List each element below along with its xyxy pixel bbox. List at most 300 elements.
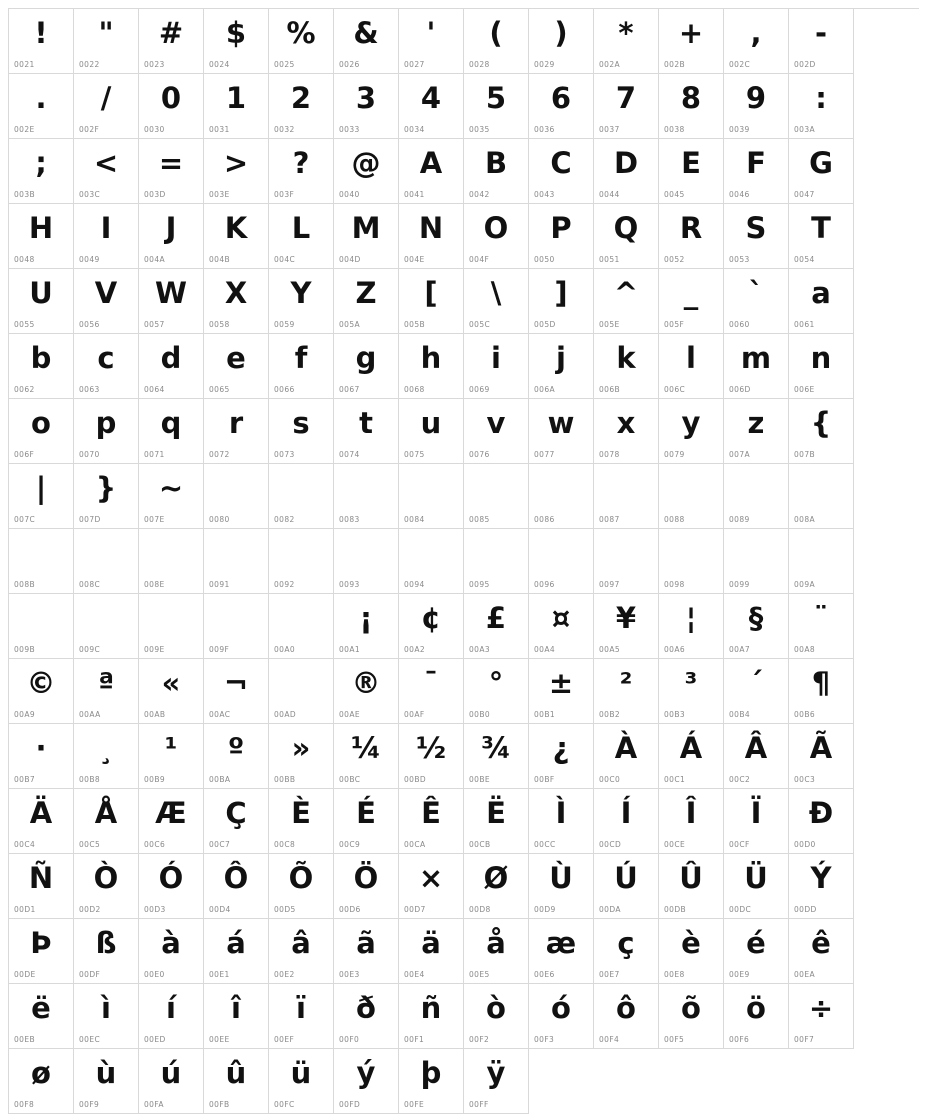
glyph-cell[interactable] bbox=[594, 74, 659, 139]
glyph-cell[interactable] bbox=[399, 984, 464, 1049]
glyph-cell[interactable] bbox=[269, 1049, 334, 1114]
glyph-character: ? bbox=[292, 146, 310, 180]
glyph-cell[interactable] bbox=[529, 204, 594, 269]
glyph-cell[interactable] bbox=[9, 724, 74, 789]
glyph-cell[interactable] bbox=[9, 1049, 74, 1114]
glyph-cell[interactable] bbox=[594, 399, 659, 464]
glyph-cell[interactable] bbox=[724, 919, 789, 984]
glyph-cell[interactable] bbox=[204, 139, 269, 204]
glyph-cell[interactable] bbox=[139, 399, 204, 464]
glyph-cell[interactable] bbox=[724, 659, 789, 724]
glyph-character: Ç bbox=[225, 796, 247, 830]
glyph-cell[interactable] bbox=[529, 789, 594, 854]
glyph-cell[interactable] bbox=[594, 984, 659, 1049]
glyph-cell[interactable] bbox=[9, 984, 74, 1049]
glyph-codepoint: 005C bbox=[469, 320, 491, 329]
glyph-cell[interactable] bbox=[594, 919, 659, 984]
glyph-cell[interactable] bbox=[204, 854, 269, 919]
glyph-cell[interactable] bbox=[529, 334, 594, 399]
glyph-cell[interactable] bbox=[334, 659, 399, 724]
glyph-cell[interactable] bbox=[789, 659, 854, 724]
glyph-character: | bbox=[35, 471, 47, 505]
glyph-codepoint: 00C8 bbox=[274, 840, 296, 849]
glyph-cell[interactable] bbox=[789, 854, 854, 919]
glyph-cell[interactable] bbox=[334, 594, 399, 659]
glyph-cell[interactable] bbox=[139, 854, 204, 919]
glyph-character bbox=[9, 531, 73, 575]
glyph-cell[interactable] bbox=[269, 659, 334, 724]
glyph-cell[interactable] bbox=[269, 594, 334, 659]
glyph-cell[interactable] bbox=[529, 984, 594, 1049]
glyph-cell[interactable] bbox=[269, 9, 334, 74]
glyph-cell[interactable] bbox=[74, 529, 139, 594]
glyph-codepoint: 00F9 bbox=[79, 1100, 100, 1109]
glyph-cell[interactable] bbox=[139, 659, 204, 724]
glyph-cell[interactable] bbox=[789, 269, 854, 334]
glyph-cell[interactable] bbox=[204, 984, 269, 1049]
glyph-character: & bbox=[353, 16, 379, 50]
glyph-cell[interactable] bbox=[724, 74, 789, 139]
glyph-cell[interactable] bbox=[139, 204, 204, 269]
glyph-codepoint: 0045 bbox=[664, 190, 685, 199]
glyph-cell[interactable] bbox=[594, 529, 659, 594]
glyph-cell[interactable] bbox=[9, 269, 74, 334]
glyph-cell[interactable] bbox=[399, 659, 464, 724]
glyph-cell[interactable] bbox=[399, 9, 464, 74]
glyph-codepoint: 00B3 bbox=[664, 710, 686, 719]
glyph-character: x bbox=[616, 406, 636, 440]
glyph-cell[interactable] bbox=[594, 9, 659, 74]
glyph-cell[interactable] bbox=[789, 204, 854, 269]
glyph-codepoint: 00E6 bbox=[534, 970, 555, 979]
glyph-cell[interactable] bbox=[659, 789, 724, 854]
glyph-cell[interactable] bbox=[269, 919, 334, 984]
glyph-codepoint: 0048 bbox=[14, 255, 35, 264]
glyph-codepoint: 0039 bbox=[729, 125, 750, 134]
glyph-codepoint: 005A bbox=[339, 320, 361, 329]
glyph-codepoint: 0097 bbox=[599, 580, 620, 589]
glyph-cell[interactable] bbox=[464, 724, 529, 789]
glyph-character: H bbox=[28, 211, 54, 245]
glyph-cell[interactable] bbox=[74, 334, 139, 399]
glyph-cell[interactable] bbox=[789, 919, 854, 984]
glyph-cell[interactable] bbox=[724, 399, 789, 464]
glyph-cell[interactable] bbox=[659, 139, 724, 204]
glyph-codepoint: 00B8 bbox=[79, 775, 101, 784]
glyph-character bbox=[334, 531, 398, 575]
glyph-cell[interactable] bbox=[334, 399, 399, 464]
glyph-cell[interactable] bbox=[9, 854, 74, 919]
glyph-cell[interactable] bbox=[399, 74, 464, 139]
glyph-cell[interactable] bbox=[594, 659, 659, 724]
glyph-cell[interactable] bbox=[269, 529, 334, 594]
glyph-cell[interactable] bbox=[529, 74, 594, 139]
glyph-cell[interactable] bbox=[594, 789, 659, 854]
glyph-character bbox=[659, 466, 723, 510]
glyph-cell[interactable] bbox=[139, 919, 204, 984]
glyph-cell[interactable] bbox=[204, 919, 269, 984]
glyph-cell[interactable] bbox=[139, 529, 204, 594]
glyph-cell[interactable] bbox=[659, 9, 724, 74]
glyph-cell[interactable] bbox=[399, 464, 464, 529]
glyph-cell[interactable] bbox=[399, 269, 464, 334]
glyph-cell[interactable] bbox=[789, 984, 854, 1049]
glyph-cell[interactable] bbox=[659, 919, 724, 984]
glyph-cell[interactable] bbox=[724, 594, 789, 659]
glyph-codepoint: 0024 bbox=[209, 60, 230, 69]
glyph-codepoint: 00ED bbox=[144, 1035, 166, 1044]
glyph-cell[interactable] bbox=[399, 1049, 464, 1114]
glyph-cell[interactable] bbox=[659, 724, 724, 789]
glyph-cell[interactable] bbox=[74, 464, 139, 529]
glyph-cell[interactable] bbox=[399, 334, 464, 399]
glyph-cell[interactable] bbox=[789, 464, 854, 529]
glyph-character: I bbox=[100, 211, 112, 245]
glyph-character: B bbox=[484, 146, 508, 180]
glyph-cell[interactable] bbox=[464, 9, 529, 74]
glyph-character: Ú bbox=[614, 861, 638, 895]
glyph-cell[interactable] bbox=[74, 1049, 139, 1114]
glyph-cell[interactable] bbox=[529, 139, 594, 204]
glyph-cell[interactable] bbox=[74, 204, 139, 269]
glyph-codepoint: 00BA bbox=[209, 775, 231, 784]
glyph-character: Ä bbox=[29, 796, 53, 830]
glyph-cell[interactable] bbox=[659, 659, 724, 724]
glyph-cell[interactable] bbox=[9, 659, 74, 724]
glyph-character: ö bbox=[746, 991, 766, 1025]
glyph-cell[interactable] bbox=[74, 9, 139, 74]
glyph-character: / bbox=[100, 81, 112, 115]
glyph-cell[interactable] bbox=[204, 399, 269, 464]
glyph-cell[interactable] bbox=[659, 399, 724, 464]
glyph-cell[interactable] bbox=[204, 789, 269, 854]
glyph-cell[interactable] bbox=[724, 139, 789, 204]
glyph-cell[interactable] bbox=[659, 854, 724, 919]
glyph-cell[interactable] bbox=[9, 139, 74, 204]
glyph-cell[interactable] bbox=[724, 529, 789, 594]
glyph-cell[interactable] bbox=[74, 659, 139, 724]
glyph-cell[interactable] bbox=[529, 269, 594, 334]
glyph-cell[interactable] bbox=[594, 269, 659, 334]
glyph-character: Í bbox=[620, 796, 632, 830]
glyph-cell[interactable] bbox=[334, 854, 399, 919]
glyph-cell[interactable] bbox=[139, 269, 204, 334]
glyph-cell[interactable] bbox=[204, 204, 269, 269]
glyph-character: ¥ bbox=[615, 601, 637, 635]
glyph-cell[interactable] bbox=[464, 919, 529, 984]
glyph-cell[interactable] bbox=[9, 74, 74, 139]
glyph-cell[interactable] bbox=[334, 1049, 399, 1114]
glyph-cell[interactable] bbox=[464, 659, 529, 724]
glyph-cell[interactable] bbox=[789, 789, 854, 854]
glyph-cell[interactable] bbox=[269, 139, 334, 204]
glyph-cell[interactable] bbox=[594, 594, 659, 659]
glyph-cell[interactable] bbox=[269, 984, 334, 1049]
glyph-codepoint: 00C5 bbox=[79, 840, 101, 849]
glyph-codepoint: 0041 bbox=[404, 190, 425, 199]
glyph-cell[interactable] bbox=[399, 139, 464, 204]
glyph-cell[interactable] bbox=[74, 139, 139, 204]
glyph-cell[interactable] bbox=[334, 984, 399, 1049]
glyph-codepoint: 00A2 bbox=[404, 645, 426, 654]
glyph-cell[interactable] bbox=[204, 724, 269, 789]
glyph-cell[interactable] bbox=[724, 854, 789, 919]
glyph-character: ¦ bbox=[685, 601, 697, 635]
glyph-cell[interactable] bbox=[334, 334, 399, 399]
glyph-cell[interactable] bbox=[399, 204, 464, 269]
glyph-cell[interactable] bbox=[529, 399, 594, 464]
glyph-cell[interactable] bbox=[464, 334, 529, 399]
glyph-codepoint: 0053 bbox=[729, 255, 750, 264]
glyph-cell[interactable] bbox=[789, 399, 854, 464]
glyph-character bbox=[529, 466, 593, 510]
glyph-cell[interactable] bbox=[464, 204, 529, 269]
glyph-cell[interactable] bbox=[659, 74, 724, 139]
glyph-codepoint: 005F bbox=[664, 320, 685, 329]
glyph-cell[interactable] bbox=[724, 464, 789, 529]
glyph-cell[interactable] bbox=[594, 204, 659, 269]
glyph-cell[interactable] bbox=[724, 204, 789, 269]
glyph-cell[interactable] bbox=[269, 204, 334, 269]
glyph-cell[interactable] bbox=[74, 594, 139, 659]
glyph-cell[interactable] bbox=[594, 724, 659, 789]
glyph-character: } bbox=[95, 471, 117, 505]
glyph-cell[interactable] bbox=[334, 919, 399, 984]
glyph-codepoint: 0082 bbox=[274, 515, 295, 524]
glyph-character: \ bbox=[490, 276, 502, 310]
glyph-cell[interactable] bbox=[659, 984, 724, 1049]
glyph-cell[interactable] bbox=[529, 724, 594, 789]
glyph-cell[interactable] bbox=[139, 594, 204, 659]
glyph-cell[interactable] bbox=[529, 529, 594, 594]
glyph-cell[interactable] bbox=[139, 464, 204, 529]
glyph-cell[interactable] bbox=[269, 724, 334, 789]
glyph-cell[interactable] bbox=[9, 399, 74, 464]
glyph-cell[interactable] bbox=[399, 919, 464, 984]
glyph-cell[interactable] bbox=[139, 724, 204, 789]
glyph-cell[interactable] bbox=[464, 594, 529, 659]
glyph-cell[interactable] bbox=[269, 854, 334, 919]
glyph-character: ÷ bbox=[808, 991, 834, 1025]
glyph-cell[interactable] bbox=[789, 74, 854, 139]
glyph-codepoint: 0037 bbox=[599, 125, 620, 134]
glyph-cell[interactable] bbox=[334, 724, 399, 789]
glyph-cell[interactable] bbox=[594, 334, 659, 399]
glyph-cell[interactable] bbox=[464, 789, 529, 854]
glyph-cell[interactable] bbox=[334, 464, 399, 529]
glyph-cell[interactable] bbox=[594, 139, 659, 204]
glyph-cell[interactable] bbox=[334, 9, 399, 74]
glyph-cell[interactable] bbox=[399, 594, 464, 659]
glyph-codepoint: 00DD bbox=[794, 905, 817, 914]
glyph-character: Õ bbox=[288, 861, 314, 895]
glyph-codepoint: 0088 bbox=[664, 515, 685, 524]
glyph-character: ã bbox=[356, 926, 376, 960]
glyph-cell[interactable] bbox=[464, 74, 529, 139]
glyph-cell[interactable] bbox=[269, 464, 334, 529]
glyph-codepoint: 00D4 bbox=[209, 905, 231, 914]
glyph-cell[interactable] bbox=[789, 529, 854, 594]
glyph-cell[interactable] bbox=[9, 464, 74, 529]
glyph-cell[interactable] bbox=[269, 74, 334, 139]
glyph-cell[interactable] bbox=[659, 269, 724, 334]
glyph-cell[interactable] bbox=[74, 399, 139, 464]
glyph-codepoint: 0025 bbox=[274, 60, 295, 69]
glyph-codepoint: 0087 bbox=[599, 515, 620, 524]
glyph-cell[interactable] bbox=[204, 9, 269, 74]
glyph-cell[interactable] bbox=[204, 334, 269, 399]
glyph-codepoint: 00BE bbox=[469, 775, 491, 784]
glyph-codepoint: 0077 bbox=[534, 450, 555, 459]
glyph-codepoint: 0076 bbox=[469, 450, 490, 459]
glyph-character: ì bbox=[101, 991, 111, 1025]
glyph-character: D bbox=[613, 146, 639, 180]
glyph-character bbox=[9, 596, 73, 640]
glyph-character: Ü bbox=[744, 861, 768, 895]
glyph-cell[interactable] bbox=[9, 334, 74, 399]
glyph-codepoint: 00DE bbox=[14, 970, 36, 979]
glyph-cell[interactable] bbox=[529, 919, 594, 984]
glyph-cell[interactable] bbox=[9, 919, 74, 984]
glyph-cell[interactable] bbox=[74, 789, 139, 854]
glyph-cell[interactable] bbox=[269, 269, 334, 334]
glyph-character bbox=[659, 531, 723, 575]
glyph-cell[interactable] bbox=[464, 529, 529, 594]
glyph-cell[interactable] bbox=[204, 529, 269, 594]
glyph-codepoint: 00B1 bbox=[534, 710, 556, 719]
glyph-cell[interactable] bbox=[334, 139, 399, 204]
glyph-cell[interactable] bbox=[139, 1049, 204, 1114]
glyph-cell[interactable] bbox=[9, 594, 74, 659]
glyph-cell[interactable] bbox=[204, 464, 269, 529]
glyph-cell[interactable] bbox=[789, 594, 854, 659]
glyph-cell[interactable] bbox=[204, 1049, 269, 1114]
glyph-character: i bbox=[491, 341, 501, 375]
glyph-codepoint: 006E bbox=[794, 385, 815, 394]
glyph-codepoint: 0092 bbox=[274, 580, 295, 589]
glyph-character: ç bbox=[617, 926, 635, 960]
glyph-character: Á bbox=[679, 731, 703, 765]
glyph-cell[interactable] bbox=[74, 984, 139, 1049]
glyph-cell[interactable] bbox=[139, 9, 204, 74]
glyph-cell[interactable] bbox=[204, 269, 269, 334]
glyph-cell[interactable] bbox=[139, 984, 204, 1049]
glyph-codepoint: 0085 bbox=[469, 515, 490, 524]
glyph-cell[interactable] bbox=[529, 594, 594, 659]
glyph-cell[interactable] bbox=[529, 464, 594, 529]
glyph-cell[interactable] bbox=[659, 204, 724, 269]
glyph-cell[interactable] bbox=[139, 334, 204, 399]
glyph-cell[interactable] bbox=[724, 789, 789, 854]
glyph-cell[interactable] bbox=[139, 74, 204, 139]
glyph-codepoint: 00F5 bbox=[664, 1035, 685, 1044]
glyph-cell[interactable] bbox=[204, 594, 269, 659]
glyph-cell[interactable] bbox=[789, 724, 854, 789]
glyph-cell[interactable] bbox=[9, 529, 74, 594]
glyph-cell[interactable] bbox=[74, 74, 139, 139]
glyph-cell[interactable] bbox=[139, 789, 204, 854]
glyph-cell[interactable] bbox=[529, 9, 594, 74]
glyph-character: Q bbox=[613, 211, 639, 245]
glyph-cell[interactable] bbox=[789, 334, 854, 399]
glyph-cell[interactable] bbox=[464, 984, 529, 1049]
glyph-cell[interactable] bbox=[724, 334, 789, 399]
glyph-codepoint: 0031 bbox=[209, 125, 230, 134]
glyph-character: S bbox=[745, 211, 767, 245]
glyph-cell[interactable] bbox=[724, 724, 789, 789]
glyph-character: Ë bbox=[486, 796, 506, 830]
glyph-cell[interactable] bbox=[529, 854, 594, 919]
glyph-cell[interactable] bbox=[269, 789, 334, 854]
glyph-cell[interactable] bbox=[9, 9, 74, 74]
glyph-cell[interactable] bbox=[9, 204, 74, 269]
glyph-cell[interactable] bbox=[529, 659, 594, 724]
glyph-cell[interactable] bbox=[334, 269, 399, 334]
glyph-cell[interactable] bbox=[334, 529, 399, 594]
glyph-cell[interactable] bbox=[464, 464, 529, 529]
glyph-cell[interactable] bbox=[269, 399, 334, 464]
glyph-cell[interactable] bbox=[204, 659, 269, 724]
glyph-character bbox=[74, 531, 138, 575]
glyph-cell[interactable] bbox=[139, 139, 204, 204]
glyph-cell[interactable] bbox=[334, 74, 399, 139]
glyph-character bbox=[269, 596, 333, 640]
glyph-cell[interactable] bbox=[334, 204, 399, 269]
glyph-codepoint: 002E bbox=[14, 125, 35, 134]
glyph-cell[interactable] bbox=[789, 9, 854, 74]
glyph-cell[interactable] bbox=[74, 269, 139, 334]
glyph-cell[interactable] bbox=[74, 854, 139, 919]
glyph-cell[interactable] bbox=[9, 789, 74, 854]
glyph-cell[interactable] bbox=[724, 269, 789, 334]
glyph-cell[interactable] bbox=[464, 139, 529, 204]
glyph-cell[interactable] bbox=[399, 789, 464, 854]
glyph-character bbox=[269, 531, 333, 575]
glyph-character: ù bbox=[95, 1056, 117, 1090]
glyph-cell[interactable] bbox=[464, 854, 529, 919]
glyph-codepoint: 0034 bbox=[404, 125, 425, 134]
glyph-cell[interactable] bbox=[399, 724, 464, 789]
glyph-cell[interactable] bbox=[269, 334, 334, 399]
glyph-cell[interactable] bbox=[659, 594, 724, 659]
glyph-codepoint: 00E2 bbox=[274, 970, 295, 979]
glyph-cell[interactable] bbox=[464, 1049, 529, 1114]
glyph-cell[interactable] bbox=[789, 139, 854, 204]
glyph-cell[interactable] bbox=[399, 854, 464, 919]
glyph-cell[interactable] bbox=[724, 984, 789, 1049]
glyph-codepoint: 007E bbox=[144, 515, 165, 524]
glyph-cell[interactable] bbox=[74, 724, 139, 789]
glyph-cell[interactable] bbox=[399, 399, 464, 464]
glyph-character bbox=[399, 466, 463, 510]
glyph-cell[interactable] bbox=[724, 9, 789, 74]
glyph-cell[interactable] bbox=[464, 399, 529, 464]
glyph-cell[interactable] bbox=[334, 789, 399, 854]
glyph-cell[interactable] bbox=[594, 854, 659, 919]
glyph-cell[interactable] bbox=[659, 334, 724, 399]
glyph-character: y bbox=[681, 406, 701, 440]
glyph-cell[interactable] bbox=[204, 74, 269, 139]
glyph-codepoint: 00AC bbox=[209, 710, 231, 719]
glyph-cell[interactable] bbox=[659, 464, 724, 529]
glyph-codepoint: 00E3 bbox=[339, 970, 360, 979]
glyph-cell[interactable] bbox=[74, 919, 139, 984]
glyph-cell[interactable] bbox=[594, 464, 659, 529]
glyph-cell[interactable] bbox=[464, 269, 529, 334]
glyph-character: g bbox=[355, 341, 377, 375]
glyph-cell[interactable] bbox=[659, 529, 724, 594]
glyph-cell[interactable] bbox=[399, 529, 464, 594]
